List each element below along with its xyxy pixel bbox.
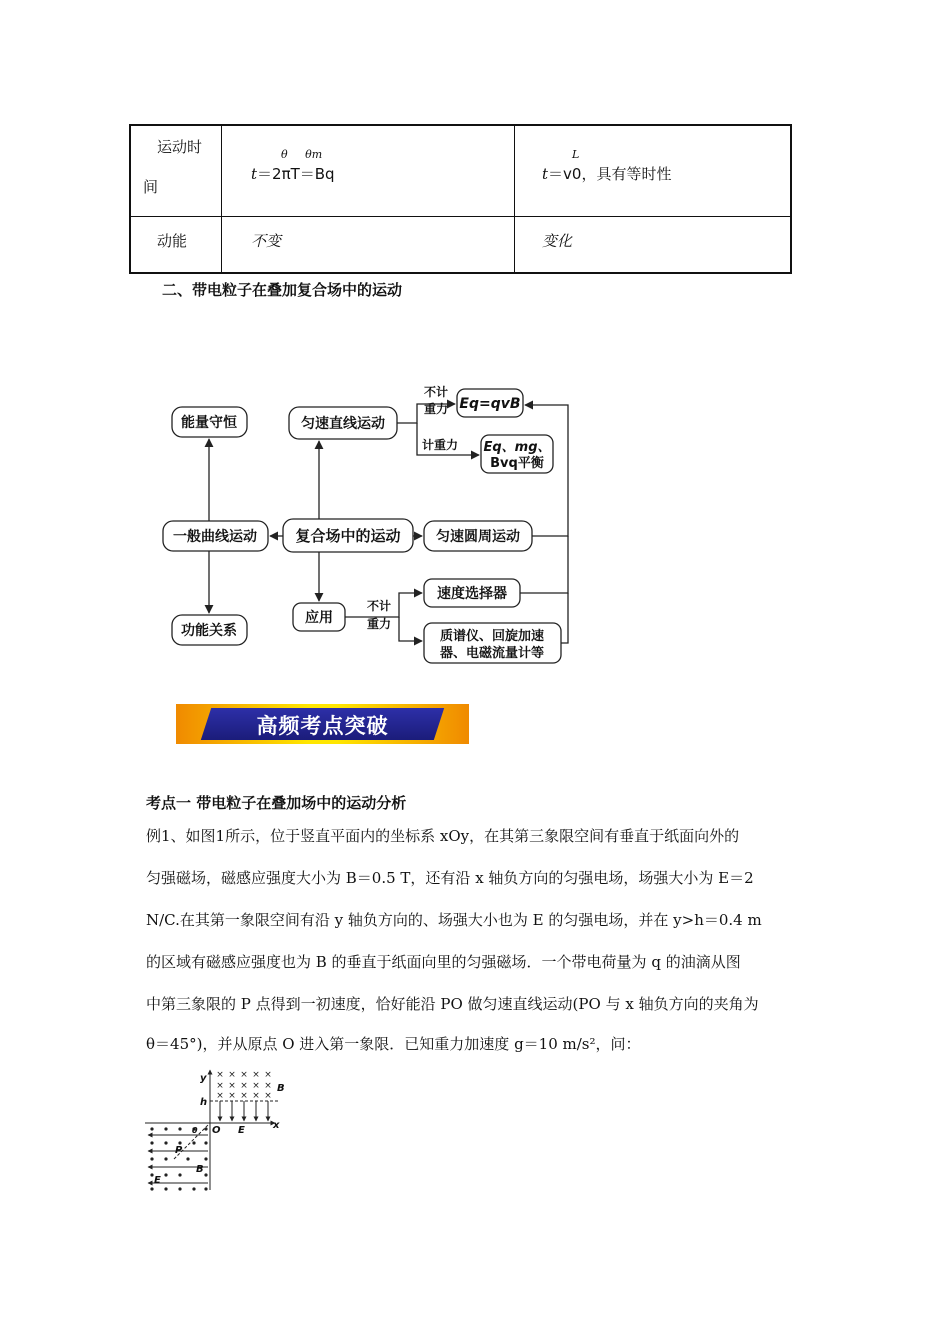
feedback-selector bbox=[520, 536, 568, 593]
feedback-devices bbox=[561, 593, 568, 643]
svg-text:×: × bbox=[264, 1070, 272, 1080]
label-no-gravity-top: 不计 bbox=[424, 385, 449, 399]
fig-label-x: x bbox=[273, 1120, 280, 1131]
kinetic-energy-unchanged: 不变 bbox=[251, 232, 282, 250]
formula-superscript: θ θm bbox=[281, 148, 323, 161]
label-app-no-gravity-bottom: 重力 bbox=[367, 617, 392, 631]
example-line: 例1、如图1所示，位于竖直平面内的坐标系 xOy，在其第三象限空间有垂直于纸面向外的 bbox=[146, 827, 740, 845]
label-uniform-line: 匀速直线运动 bbox=[301, 416, 385, 432]
fig-label-y: y bbox=[200, 1073, 207, 1084]
label-general-curve: 一般曲线运动 bbox=[173, 529, 257, 545]
label-app-no-gravity-top: 不计 bbox=[367, 599, 392, 613]
fig-label-b-top: B bbox=[277, 1083, 285, 1094]
svg-text:×: × bbox=[216, 1081, 224, 1091]
fig-label-o: O bbox=[212, 1125, 221, 1136]
svg-text:×: × bbox=[228, 1091, 236, 1101]
formula-body: ＝2πT＝Bq bbox=[257, 165, 335, 183]
label-uniform-circle: 匀速圆周运动 bbox=[436, 529, 520, 545]
svg-text:×: × bbox=[216, 1091, 224, 1101]
fig-label-p: P bbox=[175, 1145, 183, 1156]
fig-label-e-left: E bbox=[154, 1175, 161, 1186]
svg-text:×: × bbox=[228, 1081, 236, 1091]
svg-text:×: × bbox=[252, 1091, 260, 1101]
svg-text:×: × bbox=[264, 1081, 272, 1091]
row-label-time-line2: 间 bbox=[143, 178, 159, 196]
svg-text:×: × bbox=[228, 1070, 236, 1080]
fig-label-theta: θ bbox=[192, 1126, 198, 1135]
topic-title: 考点一 带电粒子在叠加场中的运动分析 bbox=[146, 794, 407, 812]
example-line: 匀强磁场，磁感应强度大小为 B＝0.5 T，还有沿 x 轴负方向的匀强电场，场强大小为 E＝2 bbox=[146, 869, 754, 887]
label-with-gravity: 计重力 bbox=[422, 438, 459, 452]
example-line: N/C.在其第一象限空间有沿 y 轴负方向的、场强大小也为 E 的匀强电场，并在 y>h＝0.4 m bbox=[146, 911, 762, 929]
svg-text:×: × bbox=[240, 1070, 248, 1080]
label-energy: 能量守恒 bbox=[181, 415, 237, 431]
formula-body: ＝v0，具有等时性 bbox=[548, 165, 672, 183]
svg-text:×: × bbox=[264, 1091, 272, 1101]
banner-title: 高频考点突破 bbox=[256, 714, 389, 738]
row-label-time-line1: 运动时 bbox=[157, 138, 203, 156]
example-line: 中第三象限的 P 点得到一初速度，恰好能沿 PO 做匀速直线运动(PO 与 x 轴负方向的夹角为 bbox=[146, 995, 759, 1013]
label-eq-qvb: Eq=qvB bbox=[459, 396, 521, 412]
formula-superscript: L bbox=[572, 148, 580, 161]
section-title: 二、带电粒子在叠加复合场中的运动 bbox=[162, 281, 403, 299]
label-balance-2: Bvq平衡 bbox=[490, 456, 544, 471]
svg-text:×: × bbox=[252, 1081, 260, 1091]
svg-text:×: × bbox=[252, 1070, 260, 1080]
example-line: 的区域有磁感应强度也为 B 的垂直于纸面向里的匀强磁场．一个带电荷量为 q 的油滴从图 bbox=[146, 953, 741, 971]
formula-var-t: t bbox=[542, 165, 549, 183]
fig-label-h: h bbox=[200, 1097, 208, 1108]
arrow-to-devices bbox=[399, 617, 422, 641]
label-composite-field: 复合场中的运动 bbox=[295, 527, 401, 545]
svg-text:×: × bbox=[240, 1091, 248, 1101]
fig-label-b-left: B bbox=[196, 1164, 204, 1175]
svg-text:×: × bbox=[216, 1070, 224, 1080]
fig-label-e-right: E bbox=[238, 1125, 245, 1136]
high-frequency-banner bbox=[176, 704, 469, 744]
label-work-energy: 功能关系 bbox=[181, 623, 237, 639]
kinetic-energy-changes: 变化 bbox=[542, 232, 573, 250]
example-line: θ＝45°)，并从原点 O 进入第一象限．已知重力加速度 g＝10 m/s²，问： bbox=[146, 1035, 641, 1053]
label-no-gravity-bottom: 重力 bbox=[424, 402, 449, 416]
label-application: 应用 bbox=[305, 610, 333, 626]
figure-1-coordinate-fields bbox=[140, 1065, 290, 1195]
label-balance-1: Eq、mg、 bbox=[483, 440, 551, 455]
svg-text:×: × bbox=[240, 1081, 248, 1091]
formula-var-t: t bbox=[251, 165, 258, 183]
label-devices-1: 质谱仪、回旋加速 bbox=[439, 629, 545, 644]
label-velocity-selector: 速度选择器 bbox=[437, 586, 507, 602]
row-label-kinetic-energy: 动能 bbox=[157, 232, 188, 250]
label-devices-2: 器、电磁流量计等 bbox=[439, 646, 545, 661]
